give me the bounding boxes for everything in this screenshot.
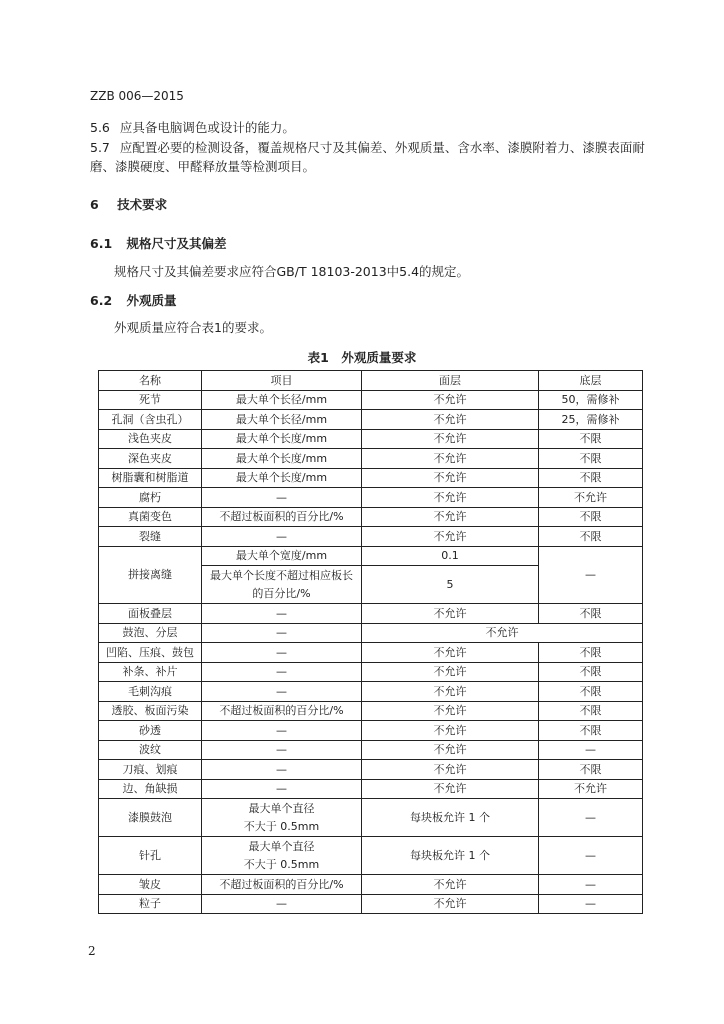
cell-name: 面板叠层	[99, 604, 202, 624]
cell-item: —	[202, 740, 362, 760]
table-caption: 表1 外观质量要求	[307, 350, 417, 365]
cell-item-line2: 的百分比/%	[252, 586, 311, 600]
cell-name: 浅色夹皮	[99, 429, 202, 449]
cell-base: 不允许	[539, 488, 643, 508]
cell-surface: 不允许	[362, 468, 539, 488]
table-row	[99, 894, 643, 914]
cell-surface: 不允许	[362, 449, 539, 469]
cell-surface: 不允许	[362, 604, 539, 624]
table-row	[99, 429, 643, 449]
cell-name: 透胶、板面污染	[99, 701, 202, 721]
cell-item-line2: 不大于 0.5mm	[243, 857, 320, 871]
cell-surface: 不允许	[362, 410, 539, 430]
table-body-d	[99, 799, 643, 875]
table-row	[99, 643, 643, 663]
section-title: 外观质量	[126, 293, 177, 308]
cell-surface: 每块板允许 1 个	[362, 837, 539, 875]
cell-item-line1: 最大单个直径	[248, 839, 315, 853]
cell-item-line2: 不大于 0.5mm	[243, 819, 320, 833]
cell-item: —	[202, 721, 362, 741]
cell-name: 砂透	[99, 721, 202, 741]
cell-item: —	[202, 604, 362, 624]
cell-name: 毛刺沟痕	[99, 682, 202, 702]
cell-name: 孔洞（含虫孔）	[99, 410, 202, 430]
cell-name: 腐朽	[99, 488, 202, 508]
table-row	[99, 449, 643, 469]
cell-base: 不限	[539, 682, 643, 702]
cell-name: 凹陷、压痕、鼓包	[99, 643, 202, 663]
cell-surface: 不允许	[362, 721, 539, 741]
cell-item: 最大单个宽度/mm	[202, 546, 362, 566]
cell-item: 不超过板面积的百分比/%	[202, 507, 362, 527]
cell-merged: 不允许	[362, 623, 643, 643]
cell-surface: 不允许	[362, 429, 539, 449]
header-surface: 面层	[362, 371, 539, 391]
cell-surface: 不允许	[362, 390, 539, 410]
cell-item	[202, 566, 362, 604]
cell-name: 补条、补片	[99, 662, 202, 682]
section-6-1-heading	[90, 234, 227, 252]
cell-name: 波纹	[99, 740, 202, 760]
table-row	[99, 837, 643, 875]
cell-item: —	[202, 760, 362, 780]
cell-item: —	[202, 488, 362, 508]
cell-item: —	[202, 623, 362, 643]
cell-item-line1: 最大单个长度不超过相应板长	[210, 568, 353, 582]
section-title: 技术要求	[117, 197, 168, 212]
cell-name: 刀痕、划痕	[99, 760, 202, 780]
cell-item: 最大单个长度/mm	[202, 429, 362, 449]
section-6-1-body: 规格尺寸及其偏差要求应符合GB/T 18103-2013中5.4的规定。	[114, 264, 470, 279]
cell-item: 最大单个长度/mm	[202, 468, 362, 488]
cell-base: —	[539, 875, 643, 895]
clause-5-6	[90, 118, 295, 136]
clause-text: 应具备电脑调色或设计的能力。	[119, 120, 295, 135]
table-body-a	[99, 390, 643, 546]
table-row	[99, 488, 643, 508]
cell-surface: 不允许	[362, 779, 539, 799]
cell-base: 不限	[539, 643, 643, 663]
cell-base: 不限	[539, 760, 643, 780]
cell-name: 死节	[99, 390, 202, 410]
section-number: 6.2	[90, 293, 113, 308]
table-row	[99, 604, 643, 624]
cell-item	[202, 837, 362, 875]
cell-base: 不限	[539, 721, 643, 741]
cell-surface: 不允许	[362, 894, 539, 914]
cell-item: 不超过板面积的百分比/%	[202, 875, 362, 895]
cell-base: 不限	[539, 527, 643, 547]
clause-number: 5.6	[90, 120, 110, 135]
cell-name: 裂缝	[99, 527, 202, 547]
cell-name: 皱皮	[99, 875, 202, 895]
cell-base: 不限	[539, 468, 643, 488]
table-row	[99, 740, 643, 760]
cell-base: 不允许	[539, 779, 643, 799]
cell-base: —	[539, 894, 643, 914]
table-body-c	[99, 643, 643, 799]
cell-item: —	[202, 527, 362, 547]
section-number: 6	[90, 197, 99, 212]
cell-base: 不限	[539, 449, 643, 469]
cell-base: 25，需修补	[539, 410, 643, 430]
cell-item: —	[202, 643, 362, 663]
cell-item-line1: 最大单个直径	[248, 801, 315, 815]
cell-base: 不限	[539, 604, 643, 624]
table-row	[99, 760, 643, 780]
table-body-e	[99, 875, 643, 914]
header-name: 名称	[99, 371, 202, 391]
cell-name: 针孔	[99, 837, 202, 875]
table-body-blister	[99, 623, 643, 643]
cell-base: —	[539, 799, 643, 837]
cell-surface: 不允许	[362, 760, 539, 780]
table-row	[99, 468, 643, 488]
cell-surface: 5	[362, 566, 539, 604]
cell-name: 鼓泡、分层	[99, 623, 202, 643]
cell-item: —	[202, 894, 362, 914]
clause-text-line1: 应配置必要的检测设备，覆盖规格尺寸及其偏差、外观质量、含水率、漆膜附着力、漆膜表面耐	[119, 140, 645, 155]
cell-surface: 不允许	[362, 740, 539, 760]
table-row	[99, 527, 643, 547]
section-6-2-body: 外观质量应符合表1的要求。	[114, 320, 272, 335]
table-row	[99, 390, 643, 410]
cell-item: —	[202, 682, 362, 702]
table-row	[99, 701, 643, 721]
table-header-row	[99, 371, 643, 391]
section-6-heading	[90, 195, 167, 213]
cell-surface: 不允许	[362, 662, 539, 682]
table-row	[99, 875, 643, 895]
cell-surface: 不允许	[362, 875, 539, 895]
cell-surface: 不允许	[362, 527, 539, 547]
appearance-quality-table	[98, 370, 643, 914]
cell-name: 边、角缺损	[99, 779, 202, 799]
cell-surface: 0.1	[362, 546, 539, 566]
cell-base: 不限	[539, 701, 643, 721]
cell-surface: 不允许	[362, 682, 539, 702]
cell-item: 不超过板面积的百分比/%	[202, 701, 362, 721]
clause-5-7	[90, 138, 645, 156]
cell-base: 50，需修补	[539, 390, 643, 410]
table-row	[99, 799, 643, 837]
cell-item: 最大单个长径/mm	[202, 410, 362, 430]
header-item: 项目	[202, 371, 362, 391]
cell-item: 最大单个长度/mm	[202, 449, 362, 469]
cell-surface: 不允许	[362, 507, 539, 527]
clause-number: 5.7	[90, 140, 110, 155]
clause-text-line2: 磨、漆膜硬度、甲醛释放量等检测项目。	[90, 159, 316, 174]
cell-base: —	[539, 546, 643, 604]
table-row	[99, 546, 643, 566]
section-number: 6.1	[90, 236, 113, 251]
cell-item: 最大单个长径/mm	[202, 390, 362, 410]
cell-name: 粒子	[99, 894, 202, 914]
table-body-b	[99, 604, 643, 624]
table-row	[99, 779, 643, 799]
table-row	[99, 721, 643, 741]
cell-name: 树脂囊和树脂道	[99, 468, 202, 488]
table-row	[99, 410, 643, 430]
cell-name: 漆膜鼓泡	[99, 799, 202, 837]
cell-item	[202, 799, 362, 837]
cell-base: —	[539, 740, 643, 760]
document-id: ZZB 006—2015	[90, 89, 184, 103]
cell-surface: 不允许	[362, 488, 539, 508]
cell-name: 深色夹皮	[99, 449, 202, 469]
cell-item: —	[202, 662, 362, 682]
cell-name: 真菌变色	[99, 507, 202, 527]
table-body-splice	[99, 546, 643, 604]
cell-item: —	[202, 779, 362, 799]
cell-surface: 不允许	[362, 643, 539, 663]
header-base: 底层	[539, 371, 643, 391]
table-row	[99, 662, 643, 682]
table-row	[99, 682, 643, 702]
cell-base: 不限	[539, 507, 643, 527]
page-number: 2	[88, 944, 96, 958]
cell-surface: 每块板允许 1 个	[362, 799, 539, 837]
cell-base: —	[539, 837, 643, 875]
table-row	[99, 623, 643, 643]
cell-name: 拼接离缝	[99, 546, 202, 604]
section-6-2-heading	[90, 291, 177, 309]
cell-base: 不限	[539, 429, 643, 449]
cell-base: 不限	[539, 662, 643, 682]
table-row	[99, 507, 643, 527]
cell-surface: 不允许	[362, 701, 539, 721]
section-title: 规格尺寸及其偏差	[126, 236, 227, 251]
